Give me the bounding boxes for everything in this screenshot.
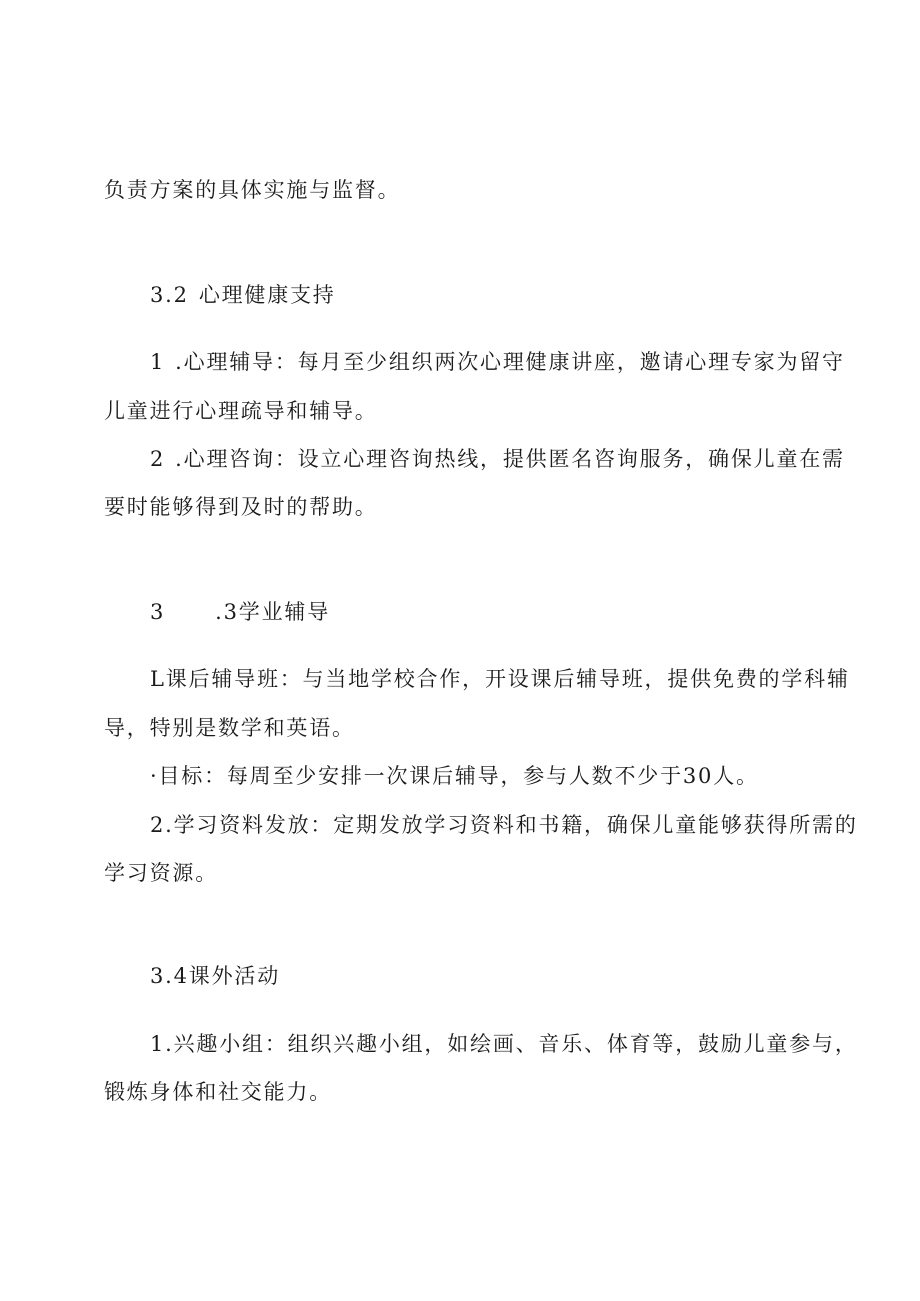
- section-heading-3-2: [150, 282, 336, 308]
- section-title: 心理健康支持: [198, 283, 336, 307]
- section-number: 3.2: [150, 283, 189, 307]
- text-run: 2.学习资料发放：定期发放学习资料和书籍，确保儿童能够获得所需的: [150, 813, 858, 837]
- text-run: 导，特别是数学和英语。: [104, 716, 355, 740]
- list-number: 2: [150, 447, 166, 471]
- text-run: L课后辅导班：与当地学校合作，开设课后辅导班，提供免费的学科辅: [150, 667, 850, 691]
- text-run: 负责方案的具体实施与监督。: [104, 178, 401, 202]
- list-item-line: [150, 666, 850, 692]
- text-run: .心理咨询：设立心理咨询热线，提供匿名咨询服务，确保儿童在需: [175, 447, 845, 471]
- list-item-line: [150, 349, 845, 375]
- paragraph-line: [104, 1079, 332, 1105]
- text-run: 儿童进行心理疏导和辅导。: [104, 399, 378, 423]
- list-item-line: [150, 1031, 858, 1057]
- paragraph-line: [104, 398, 378, 424]
- list-item-line: [150, 812, 858, 838]
- paragraph-line: [104, 860, 218, 886]
- section-heading-3-4: [150, 963, 280, 989]
- text-run: ·目标：每周至少安排一次课后辅导，参与人数不少于30人。: [150, 764, 759, 788]
- list-number: 1: [150, 350, 166, 374]
- section-heading-3-3: [150, 599, 330, 625]
- section-title: .3学业辅导: [215, 600, 331, 624]
- text-run: .心理辅导：每月至少组织两次心理健康讲座，邀请心理专家为留守: [175, 350, 845, 374]
- paragraph-line: [104, 494, 378, 520]
- bullet-line: [150, 763, 759, 789]
- paragraph-line: [104, 177, 400, 203]
- text-run: 学习资源。: [104, 861, 218, 885]
- text-run: 要时能够得到及时的帮助。: [104, 495, 378, 519]
- section-title: 3.4课外活动: [150, 964, 280, 988]
- text-run: 1.兴趣小组：组织兴趣小组，如绘画、音乐、体育等，鼓励儿童参与，: [150, 1032, 858, 1056]
- paragraph-line: [104, 715, 355, 741]
- section-number: 3: [150, 600, 166, 624]
- list-item-line: [150, 446, 845, 472]
- text-run: 锻炼身体和社交能力。: [104, 1080, 332, 1104]
